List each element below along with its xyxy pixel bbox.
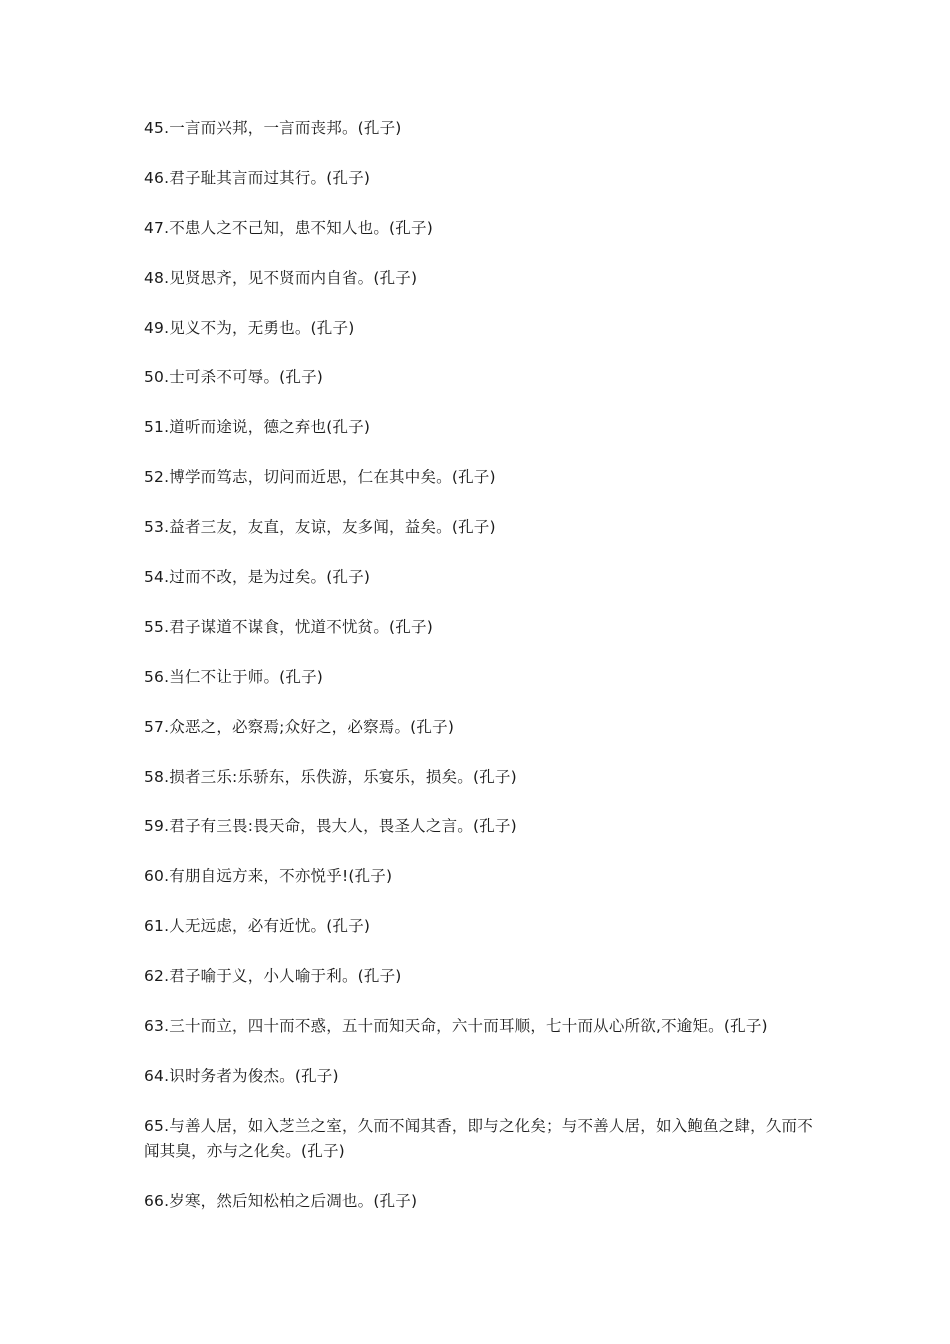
quote-item-63: 63.三十而立，四十而不惑，五十而知天命，六十而耳顺，七十而从心所欲,不逾矩。(孔子): [144, 1017, 768, 1036]
quote-item-49: 49.见义不为，无勇也。(孔子): [144, 318, 355, 337]
quote-item-57: 57.众恶之，必察焉;众好之，必察焉。(孔子): [144, 717, 455, 736]
quote-item-53: 53.益者三友，友直，友谅，友多闻，益矣。(孔子): [144, 518, 496, 537]
quote-item-46: 46.君子耻其言而过其行。(孔子): [144, 168, 371, 187]
quote-item-59: 59.君子有三畏:畏天命，畏大人，畏圣人之言。(孔子): [144, 817, 517, 836]
quote-item-60: 60.有朋自远方来，不亦悦乎!(孔子): [144, 867, 393, 886]
quote-item-55: 55.君子谋道不谋食，忧道不忧贫。(孔子): [144, 617, 433, 636]
quote-item-45: 45.一言而兴邦，一言而丧邦。(孔子): [144, 119, 402, 137]
quote-item-47: 47.不患人之不己知，患不知人也。(孔子): [144, 218, 433, 237]
quote-item-65: 65.与善人居，如入芝兰之室，久而不闻其香，即与之化矣；与不善人居，如入鲍鱼之肆，久而不闻其臭，亦与之化矣。(孔子): [144, 1116, 813, 1160]
quote-item-66: 66.岁寒，然后知松柏之后凋也。(孔子): [144, 1191, 418, 1210]
quote-item-51: 51.道听而途说，德之弃也(孔子): [144, 418, 371, 437]
quote-item-52: 52.博学而笃志，切问而近思，仁在其中矣。(孔子): [144, 468, 496, 487]
quote-item-48: 48.见贤思齐，见不贤而内自省。(孔子): [144, 268, 418, 287]
quote-item-64: 64.识时务者为俊杰。(孔子): [144, 1066, 339, 1085]
quote-list: [144, 116, 824, 1239]
quote-item-50: 50.士可杀不可辱。(孔子): [144, 368, 324, 387]
quote-item-61: 61.人无远虑，必有近忧。(孔子): [144, 917, 371, 936]
quote-item-56: 56.当仁不让于师。(孔子): [144, 667, 324, 686]
quote-item-54: 54.过而不改，是为过矣。(孔子): [144, 568, 371, 587]
quote-item-58: 58.损者三乐:乐骄东，乐佚游，乐宴乐，损矣。(孔子): [144, 767, 517, 786]
quote-item-62: 62.君子喻于义，小人喻于利。(孔子): [144, 967, 402, 986]
